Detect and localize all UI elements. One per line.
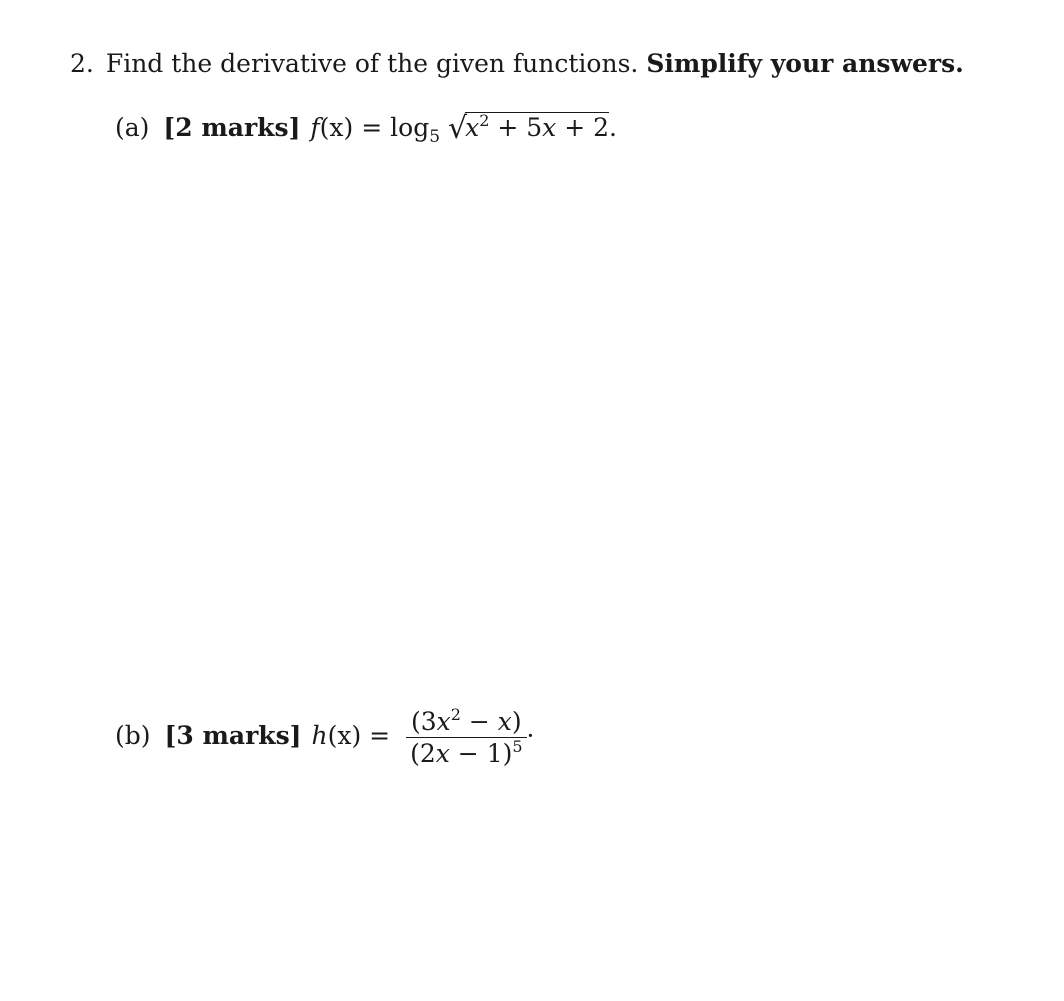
part-a-func-arg: (x) [319, 113, 354, 142]
part-b-fraction [406, 705, 526, 768]
part-a-period: . [609, 113, 617, 142]
part-a-log: log [390, 113, 430, 142]
part-b-func-arg: (x) [327, 721, 362, 750]
part-a-marks: [2 marks] [163, 113, 301, 142]
part-b-label: (b) [115, 721, 151, 750]
question-emphasis: Simplify your answers. [646, 49, 964, 78]
part-a-square-root [447, 111, 610, 146]
part-a-radicand: $x^2 + 5x + 2$ [465, 111, 610, 142]
part-b-marks: [3 marks] [164, 721, 302, 750]
part-b-func-name: h [311, 721, 328, 750]
question-prompt: Find the derivative of the given functions. [105, 49, 639, 78]
part-a-label: (a) [115, 113, 150, 142]
part-a [115, 111, 617, 147]
part-b-numerator: $(3x^2 - x)$ [410, 705, 522, 736]
part-b [115, 705, 535, 768]
part-b-period: · [526, 721, 535, 750]
part-a-log-base: 5 [429, 127, 441, 147]
part-a-func-name: f [310, 113, 320, 142]
part-a-equals: = [361, 113, 383, 142]
question-number: 2. [70, 49, 94, 78]
question-line [70, 51, 964, 76]
radical-sign-icon: √ [447, 111, 468, 146]
part-b-equals: = [369, 721, 391, 750]
part-b-denominator: $(2x - 1)^5$ [410, 737, 523, 768]
